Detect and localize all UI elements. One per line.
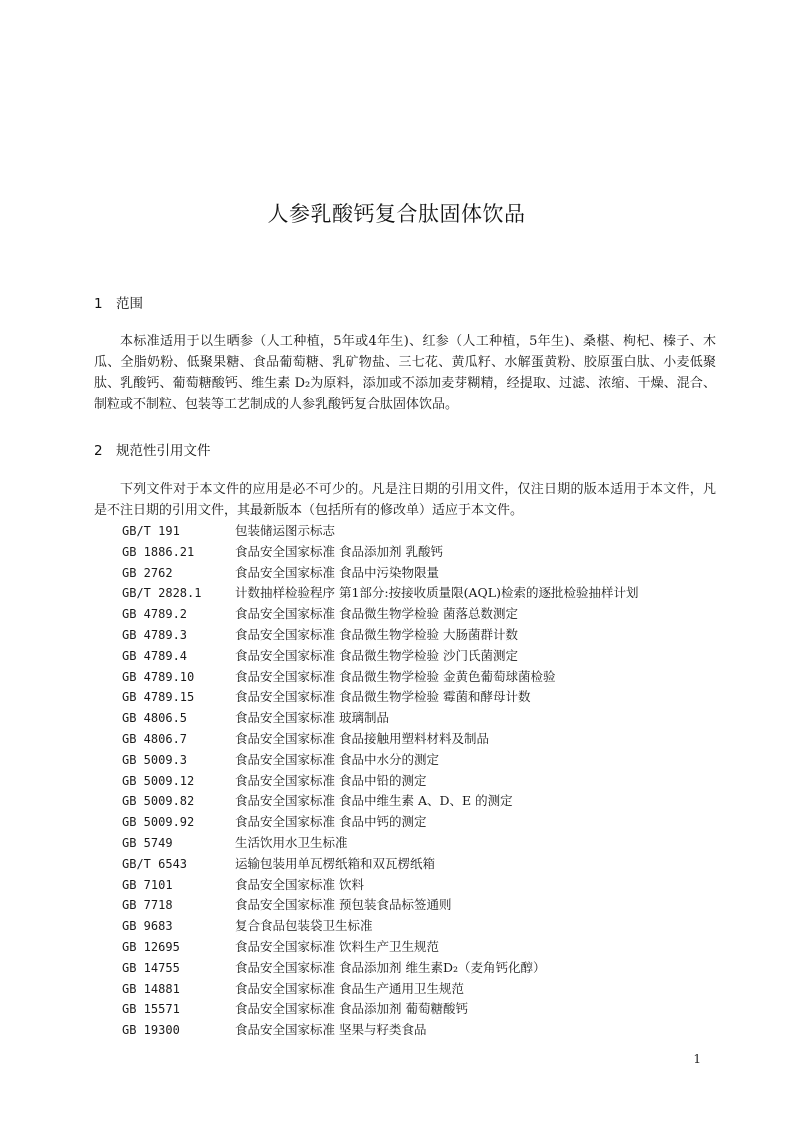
reference-title: 食品安全国家标准 食品中铅的测定	[235, 772, 427, 788]
reference-title: 食品安全国家标准 食品添加剂 维生素D₂（麦角钙化醇）	[235, 959, 546, 975]
reference-item	[122, 916, 722, 937]
reference-title: 复合食品包装袋卫生标准	[235, 918, 373, 934]
reference-code: GB 4806.7	[122, 731, 188, 746]
reference-item	[122, 937, 722, 958]
reference-title: 食品安全国家标准 食品中水分的测定	[235, 751, 439, 767]
reference-code: GB 14755	[122, 960, 180, 975]
scope-paragraph	[94, 331, 716, 415]
reference-title: 食品安全国家标准 食品微生物学检验 金黄色葡萄球菌检验	[235, 668, 556, 684]
reference-code: GB/T 191	[122, 524, 180, 538]
reference-item	[122, 812, 722, 833]
reference-item	[122, 563, 722, 584]
reference-code: GB 7718	[122, 898, 173, 913]
reference-code: GB 19300	[122, 1023, 180, 1038]
section-heading-normative-references	[94, 439, 211, 459]
reference-code: GB/T 6543	[122, 856, 188, 871]
reference-item	[122, 833, 722, 854]
reference-item	[122, 895, 722, 916]
reference-title: 食品安全国家标准 食品接触用塑料材料及制品	[235, 730, 489, 746]
reference-code: GB 5009.12	[122, 773, 195, 788]
reference-code: GB 4789.4	[122, 648, 188, 663]
reference-title: 食品安全国家标准 饮料生产卫生规范	[235, 938, 439, 954]
reference-item	[122, 1020, 722, 1041]
reference-item	[122, 729, 722, 750]
reference-code: GB 5009.92	[122, 815, 195, 830]
paragraph-text: 下列文件对于本文件的应用是必不可少的。凡是注日期的引用文件，仅注日期的版本适用于本文件，凡是不注日期的引用文件，其最新版本（包括所有的修改单）适应于本文件。	[94, 482, 716, 518]
reference-item	[122, 625, 722, 646]
reference-item	[122, 542, 722, 563]
section-heading-scope	[94, 292, 143, 312]
reference-item	[122, 646, 722, 667]
reference-code: GB 4789.10	[122, 669, 195, 684]
reference-title: 计数抽样检验程序 第1部分:按接收质量限(AQL)检索的逐批检验抽样计划	[235, 585, 639, 601]
reference-title: 食品安全国家标准 食品添加剂 葡萄糖酸钙	[235, 1001, 468, 1017]
reference-code: GB 1886.21	[122, 544, 195, 559]
reference-code: GB 14881	[122, 981, 180, 996]
reference-item	[122, 521, 722, 542]
section-title: 范围	[116, 296, 143, 312]
reference-code: GB 12695	[122, 939, 180, 954]
reference-title: 食品安全国家标准 玻璃制品	[235, 710, 389, 726]
reference-code: GB 5009.82	[122, 794, 195, 809]
page-number: 1	[693, 1052, 701, 1066]
reference-code: GB 4789.15	[122, 690, 195, 705]
section-title: 规范性引用文件	[116, 443, 211, 459]
reference-code: GB 4806.5	[122, 711, 188, 726]
reference-item	[122, 708, 722, 729]
reference-code: GB 5749	[122, 835, 173, 850]
reference-title: 食品安全国家标准 坚果与籽类食品	[235, 1022, 427, 1038]
reference-code: GB/T 2828.1	[122, 586, 202, 601]
reference-title: 食品安全国家标准 预包装食品标签通则	[235, 897, 452, 913]
reference-item	[122, 958, 722, 979]
reference-title: 食品安全国家标准 食品中钙的测定	[235, 814, 427, 830]
reference-item	[122, 604, 722, 625]
reference-item	[122, 979, 722, 1000]
reference-title: 食品安全国家标准 食品中污染物限量	[235, 564, 439, 580]
reference-item	[122, 667, 722, 688]
reference-title: 食品安全国家标准 食品微生物学检验 霉菌和酵母计数	[235, 689, 531, 705]
reference-item	[122, 999, 722, 1020]
reference-code: GB 2762	[122, 565, 173, 580]
reference-title: 运输包装用单瓦楞纸箱和双瓦楞纸箱	[235, 855, 436, 871]
reference-code: GB 5009.3	[122, 752, 188, 767]
reference-title: 食品安全国家标准 食品添加剂 乳酸钙	[235, 543, 443, 559]
reference-title: 包装储运图示标志	[235, 523, 336, 538]
reference-title: 食品安全国家标准 饮料	[235, 876, 364, 892]
reference-item	[122, 687, 722, 708]
reference-item	[122, 771, 722, 792]
reference-title: 食品安全国家标准 食品微生物学检验 大肠菌群计数	[235, 626, 518, 642]
reference-code: GB 9683	[122, 919, 173, 934]
reference-code: GB 7101	[122, 877, 173, 892]
reference-item	[122, 875, 722, 896]
reference-item	[122, 791, 722, 812]
section-number: 1	[94, 296, 103, 312]
references-intro-paragraph	[94, 479, 716, 521]
reference-code: GB 15571	[122, 1002, 180, 1017]
reference-title: 食品安全国家标准 食品微生物学检验 菌落总数测定	[235, 606, 518, 622]
document-title: 人参乳酸钙复合肽固体饮品	[267, 202, 526, 226]
reference-item	[122, 854, 722, 875]
reference-code: GB 4789.3	[122, 627, 188, 642]
section-number: 2	[94, 443, 103, 459]
reference-title: 食品安全国家标准 食品生产通用卫生规范	[235, 980, 464, 996]
paragraph-text: 本标准适用于以生晒参（人工种植，5年或4年生)、红参（人工种植，5年生)、桑椹、枸杞、榛子、木瓜、全脂奶粉、低聚果糖、食品葡萄糖、乳矿物盐、三七花、黄瓜籽、水解蛋黄粉、胶原蛋白肽、小麦低聚肽、乳酸钙、葡萄糖酸钙、维生素 D₂为原料，添加或不添加麦芽糊精，经提取、过滤、浓缩、干燥、混合、制粒或不制粒、包装等工艺制成的人参乳酸钙复合肽固体饮品。	[94, 334, 716, 412]
reference-item	[122, 750, 722, 771]
reference-code: GB 4789.2	[122, 607, 188, 622]
reference-list	[122, 521, 722, 1041]
reference-title: 食品安全国家标准 食品微生物学检验 沙门氏菌测定	[235, 647, 518, 663]
reference-title: 生活饮用水卫生标准	[235, 834, 348, 850]
reference-item	[122, 583, 722, 604]
reference-title: 食品安全国家标准 食品中维生素 A、D、E 的测定	[235, 793, 513, 809]
